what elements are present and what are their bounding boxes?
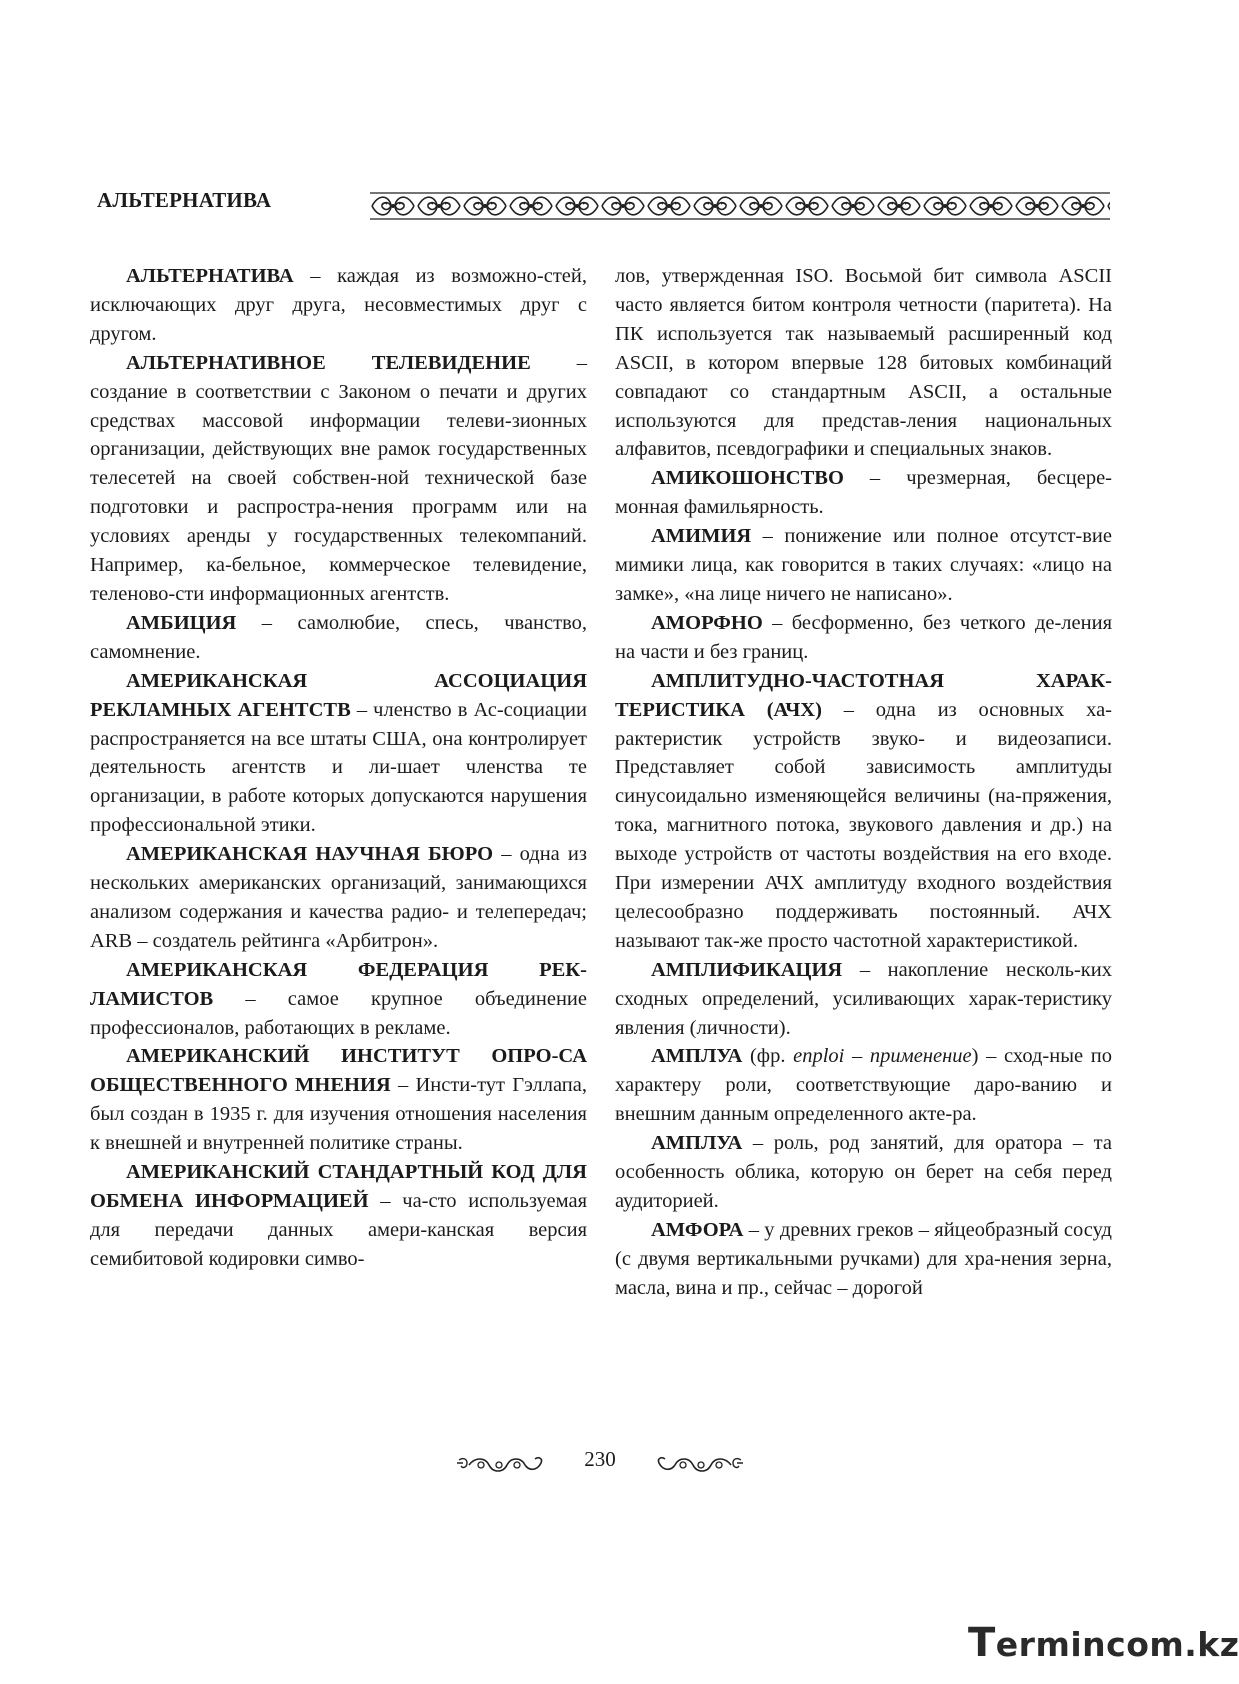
running-head: АЛЬТЕРНАТИВА	[97, 188, 272, 212]
footer-ornament-left	[455, 1453, 545, 1477]
entry-text: – у древних греков – яйцеобразный сосуд (с двумя вертикальными ручками) для хра-нения зерна, масла, вина и пр., сейчас – дорогой	[615, 1218, 1112, 1299]
entry-term: АМПЛИФИКАЦИЯ	[651, 958, 843, 981]
entry-text: – чрезмерная, бесцере-монная фамильярность.	[615, 467, 1112, 519]
entry-term: АМИМИЯ	[651, 525, 752, 548]
entry-text: – самолюбие, спесь, чванство, самомнение.	[90, 611, 587, 663]
entry-amimiya	[615, 522, 1112, 609]
right-column	[615, 262, 1112, 1303]
entry-text: – одна из основных ха-рактеристик устройств звуко- и видеозаписи. Представляет собой зависимость амплитуды синусоидально изменяющейся величины (на-пряжения, тока, магнитного потока, звукового давления и др.) на выходе устройств от частоты воздействия на его входе. При измерении АЧХ амплитуду входного воздействия целесообразно поддерживать постоянный. АЧХ называют так-же просто частотной характеристикой.	[615, 698, 1113, 952]
entry-text: – одна из нескольких американских организаций, занимающихся анализом содержания и качества радио- и телепередач; ARB – создатель рейтинга «Арбитрон».	[90, 843, 587, 952]
entry-term: АМПЛУА	[651, 1132, 743, 1155]
entry-term: АМЕРИКАНСКАЯ ФЕДЕРАЦИЯ РЕК-ЛАМИСТОВ	[90, 958, 587, 1010]
entry-text: – членство в Ас-социации распространяется на все штаты США, она контролирует деятельность агентств и ли-шает членства те организации, в работе которых допускаются нарушения профессиональной этики.	[90, 698, 587, 837]
entry-amplifikaciya	[615, 956, 1112, 1043]
entry-term: АМЕРИКАНСКАЯ НАУЧНАЯ БЮРО	[126, 843, 494, 866]
page-number: 230	[584, 1447, 616, 1471]
entry-text: – самое крупное объединение профессионалов, работающих в рекламе.	[90, 987, 587, 1039]
entry-amerikanskiy-standartny-kod	[90, 1158, 587, 1274]
entry-term: АМЕРИКАНСКАЯ АССОЦИАЦИЯ РЕКЛАМНЫХ АГЕНТСТВ	[90, 669, 587, 721]
entry-amerikanskaya-nauchnaya-byuro	[90, 840, 587, 956]
entry-term: АМЕРИКАНСКИЙ ИНСТИТУТ ОПРО-СА ОБЩЕСТВЕННОГО МНЕНИЯ	[90, 1045, 587, 1097]
entry-text: – Инсти-тут Гэллапа, был создан в 1935 г. для изучения отношения населения к внешней и внутренней политике страны.	[90, 1074, 587, 1155]
entry-amerikanskaya-associaciya	[90, 667, 587, 840]
page-footer	[0, 1447, 1191, 1477]
entry-text: – создание в соответствии с Законом о печати и других средствах массовой информации телеви-зионных организации, действующих вне рамок государственных телесетей на своей собствен-ной технической базе подготовки и распростра-нения программ или на условиях аренды у государственных телекомпаний. Например, ка-бельное, коммерческое телевидение, теленово-сти информационных агентств.	[90, 351, 587, 605]
entry-term: АМБИЦИЯ	[126, 611, 237, 634]
entry-ambiciya	[90, 609, 587, 667]
entry-term: АЛЬТЕРНАТИВА	[126, 265, 294, 287]
watermark-initial: T	[968, 1620, 996, 1666]
entry-term: АМПЛИТУДНО-ЧАСТОТНАЯ ХАРАК-ТЕРИСТИКА (АЧХ)	[615, 669, 1112, 721]
watermark-rest: ermincom.kz	[995, 1625, 1239, 1664]
entry-term: АМОРФНО	[651, 611, 763, 634]
entry-amplua-1	[615, 1042, 1112, 1129]
entry-pre: (фр.	[742, 1045, 794, 1068]
entry-amorfno	[615, 609, 1112, 667]
site-watermark	[968, 1620, 1239, 1666]
entry-amikoshonstvo	[615, 464, 1112, 522]
entry-alternativnoe-televidenie	[90, 349, 587, 609]
ornament-band	[370, 192, 1110, 220]
entry-text: – ча-сто используемая для передачи данных амери-канская версия семибитовой кодировки симво-	[90, 1190, 587, 1270]
entry-continuation: лов, утвержденная ISO. Восьмой бит символа ASCII часто является битом контроля четности (паритета). На ПК используется так называемый расширенный код ASCII, в котором впервые 128 битовых комбинаций совпадают со стандартным ASCII, а остальные используются для представ-ления национальных алфавитов, псевдографики и специальных знаков.	[615, 265, 1112, 461]
entry-term: АМПЛУА	[651, 1045, 743, 1068]
entry-term: АМИКОШОНСТВО	[651, 467, 844, 490]
entry-text: ) – сход-ные по характеру роли, соответствующие даро-ванию и внешним данным определенного акте-ра.	[615, 1045, 1112, 1126]
entry-achh	[615, 667, 1112, 956]
entry-text: – роль, род занятий, для оратора – та особенность облика, которую он берет на себя перед аудиторией.	[615, 1132, 1112, 1212]
entry-etymology: enploi – применение	[793, 1045, 972, 1068]
entry-text: – бесформенно, без четкого де-ления на части и без границ.	[615, 611, 1112, 663]
footer-ornament-right	[655, 1453, 745, 1477]
entry-term: АЛЬТЕРНАТИВНОЕ ТЕЛЕВИДЕНИЕ	[126, 351, 531, 374]
entry-term: АМЕРИКАНСКИЙ СТАНДАРТНЫЙ КОД ДЛЯ ОБМЕНА ИНФОРМАЦИЕЙ	[90, 1161, 587, 1212]
entry-text: – каждая из возможно-стей, исключающих друг друга, несовместимых друг с другом.	[90, 265, 587, 345]
entry-amerikanskiy-institut	[90, 1042, 587, 1158]
entry-alternativa	[90, 262, 587, 349]
entry-amerikanskaya-federaciya	[90, 956, 587, 1043]
entry-text: – накопление несколь-ких сходных определений, усиливающих харак-теристику явления (личности).	[615, 958, 1112, 1039]
left-column	[90, 262, 587, 1274]
entry-amfora	[615, 1216, 1112, 1303]
entry-text: – понижение или полное отсутст-вие мимики лица, как говорится в таких случаях: «лицо на замке», «на лице ничего не написано».	[615, 525, 1112, 605]
entry-amplua-2	[615, 1129, 1112, 1216]
entry-term: АМФОРА	[651, 1218, 744, 1241]
